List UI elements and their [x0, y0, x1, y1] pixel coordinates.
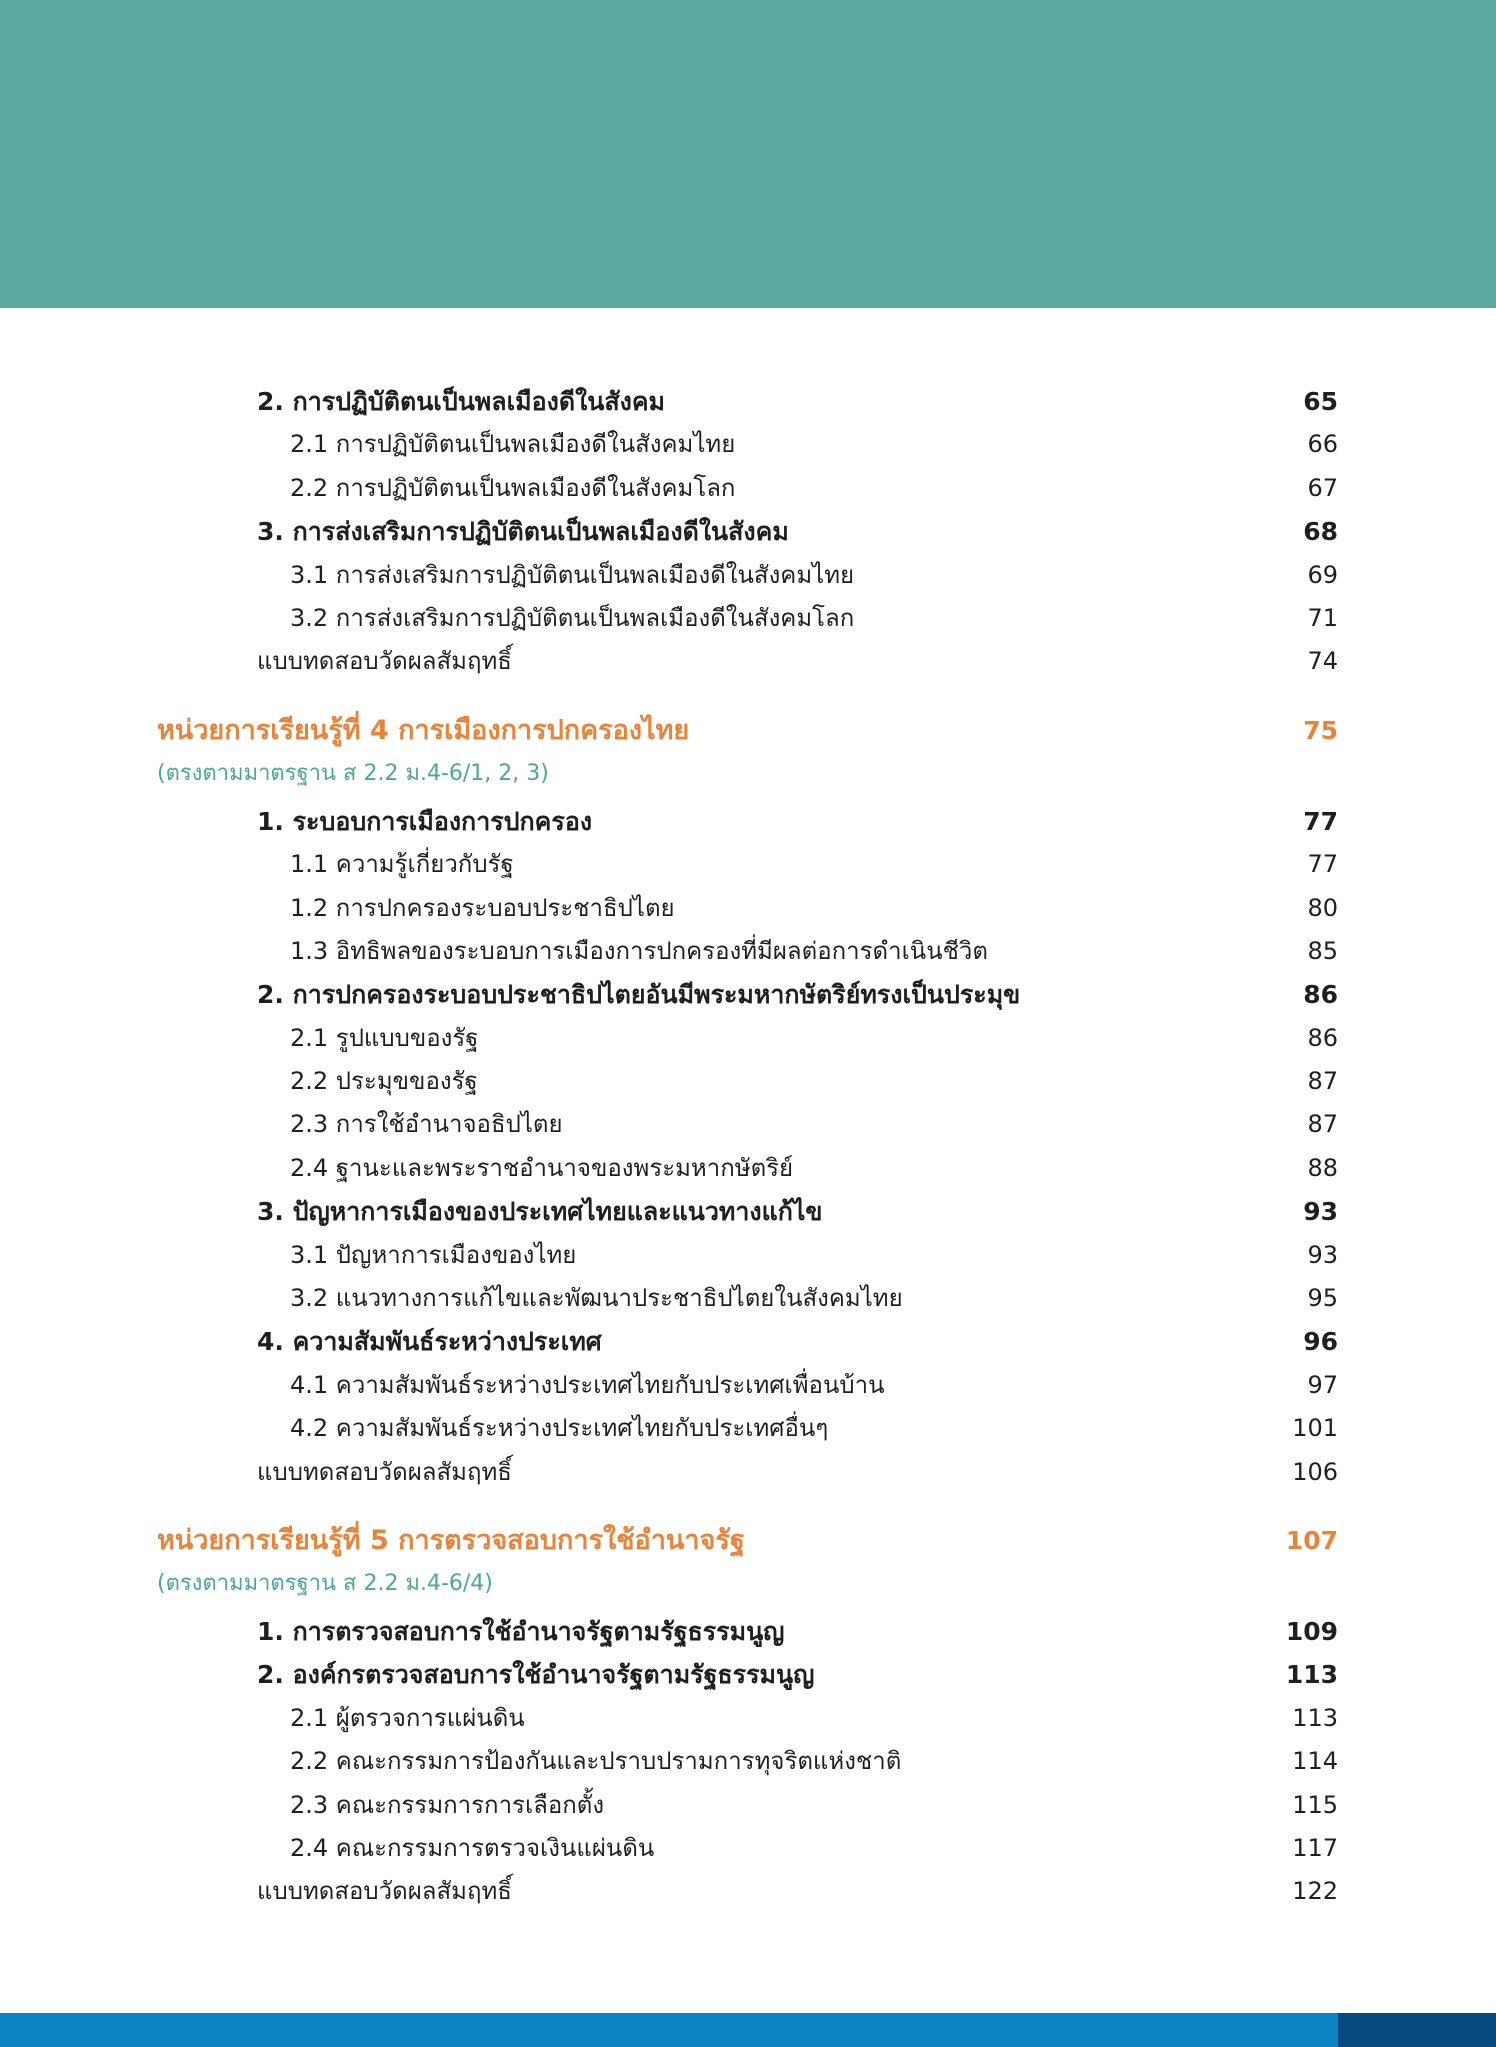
toc-unit-heading[interactable] — [0, 1516, 1496, 1566]
toc-subsection-row[interactable] — [0, 1147, 1496, 1190]
toc-entry-title: 2.2 การปฏิบัติตนเป็นพลเมืองดีในสังคมโลก — [290, 473, 736, 502]
toc-entry-title: 1.2 การปกครองระบอบประชาธิปไตย — [290, 893, 675, 922]
toc-standard-note — [0, 756, 1496, 792]
footer-tab — [1338, 2013, 1496, 2047]
header-band — [0, 0, 1496, 308]
toc-entry-title: 3.1 ปัญหาการเมืองของไทย — [290, 1240, 577, 1269]
toc-entry-page: 68 — [1303, 517, 1338, 547]
toc-entry-page: 95 — [1307, 1284, 1338, 1313]
toc-entry-page: 69 — [1307, 560, 1338, 589]
toc-entry-page: 77 — [1303, 806, 1338, 836]
toc-entry-page: 80 — [1307, 893, 1338, 922]
toc-entry-title: 3.1 การส่งเสริมการปฏิบัติตนเป็นพลเมืองดีในสังคมไทย — [290, 560, 855, 589]
toc-entry-title: แบบทดสอบวัดผลสัมฤทธิ์ — [257, 647, 512, 676]
toc-test-row[interactable] — [0, 1870, 1496, 1913]
toc-entry-title: 3.2 การส่งเสริมการปฏิบัติตนเป็นพลเมืองดีในสังคมโลก — [290, 603, 855, 632]
toc-entry-page: 87 — [1307, 1110, 1338, 1139]
toc-section-row[interactable] — [0, 1610, 1496, 1653]
toc-entry-title: 1. ระบอบการเมืองการปกครอง — [257, 806, 593, 836]
toc-entry-title: 3. ปัญหาการเมืองของประเทศไทยและแนวทางแก้ไข — [257, 1197, 823, 1227]
toc-entry-title: 2.3 คณะกรรมการการเลือกตั้ง — [290, 1790, 605, 1819]
toc-entry-title: 2.2 ประมุขของรัฐ — [290, 1067, 478, 1096]
toc-entry-page: 117 — [1292, 1833, 1338, 1862]
toc-test-row[interactable] — [0, 640, 1496, 683]
toc-entry-title: 2. การปกครองระบอบประชาธิปไตยอันมีพระมหากษัตริย์ทรงเป็นประมุข — [257, 980, 1021, 1010]
toc-subsection-row[interactable] — [0, 1364, 1496, 1407]
toc-entry-title: 2.2 คณะกรรมการป้องกันและปราบปรามการทุจริตแห่งชาติ — [290, 1747, 902, 1776]
toc-entry-title: 2.4 ฐานะและพระราชอำนาจของพระมหากษัตริย์ — [290, 1153, 794, 1182]
toc-entry-title: 2.1 รูปแบบของรัฐ — [290, 1023, 479, 1052]
toc-test-row[interactable] — [0, 1451, 1496, 1494]
toc-entry-page: 77 — [1307, 850, 1338, 879]
standard-text: (ตรงตามมาตรฐาน ส 2.2 ม.4-6/4) — [157, 1570, 493, 1596]
toc-entry-title: แบบทดสอบวัดผลสัมฤทธิ์ — [257, 1877, 512, 1906]
toc-entry-title: 4.2 ความสัมพันธ์ระหว่างประเทศไทยกับประเทศอื่นๆ — [290, 1414, 829, 1443]
toc-entry-page: 87 — [1307, 1067, 1338, 1096]
toc-section-row[interactable] — [0, 800, 1496, 843]
toc-entry-title: 3. การส่งเสริมการปฏิบัติตนเป็นพลเมืองดีในสังคม — [257, 517, 789, 547]
toc-entry-title: 1. การตรวจสอบการใช้อำนาจรัฐตามรัฐธรรมนูญ — [257, 1616, 785, 1646]
toc-entry-page: 113 — [1285, 1660, 1338, 1690]
toc-section-row[interactable] — [0, 510, 1496, 553]
toc-standard-note — [0, 1566, 1496, 1602]
toc-entry-title: 2. การปฏิบัติตนเป็นพลเมืองดีในสังคม — [257, 387, 666, 416]
toc-entry-page: 85 — [1307, 936, 1338, 965]
toc-entry-page: 97 — [1307, 1370, 1338, 1399]
toc-subsection-row[interactable] — [0, 1740, 1496, 1783]
toc-entry-page: 88 — [1307, 1153, 1338, 1182]
footer-band — [0, 2013, 1496, 2047]
toc-section-row[interactable] — [0, 1653, 1496, 1696]
toc-subsection-row[interactable] — [0, 887, 1496, 930]
toc-entry-page: 65 — [1303, 387, 1338, 416]
toc-entry-page: 93 — [1307, 1240, 1338, 1269]
toc-section-row[interactable] — [0, 380, 1496, 423]
toc-section-row[interactable] — [0, 1190, 1496, 1233]
toc-entry-page: 86 — [1307, 1023, 1338, 1052]
toc-subsection-row[interactable] — [0, 1784, 1496, 1827]
toc-entry-title: 2. องค์กรตรวจสอบการใช้อำนาจรัฐตามรัฐธรรมนูญ — [257, 1660, 815, 1690]
toc-subsection-row[interactable] — [0, 467, 1496, 510]
unit-page: 75 — [1303, 715, 1338, 745]
toc-entry-title: แบบทดสอบวัดผลสัมฤทธิ์ — [257, 1457, 512, 1486]
unit-title: หน่วยการเรียนรู้ที่ 4 การเมืองการปกครองไทย — [157, 714, 690, 746]
toc-subsection-row[interactable] — [0, 1103, 1496, 1146]
toc-entry-page: 66 — [1307, 430, 1338, 459]
toc-entry-page: 93 — [1303, 1197, 1338, 1227]
toc-entry-page: 86 — [1303, 980, 1338, 1010]
toc-entry-title: 3.2 แนวทางการแก้ไขและพัฒนาประชาธิปไตยในสังคมไทย — [290, 1284, 903, 1313]
unit-title: หน่วยการเรียนรู้ที่ 5 การตรวจสอบการใช้อำนาจรัฐ — [157, 1524, 745, 1556]
toc-entry-title: 1.3 อิทธิพลของระบอบการเมืองการปกครองที่มีผลต่อการดำเนินชีวิต — [290, 936, 988, 965]
toc-entry-page: 71 — [1307, 603, 1338, 632]
toc-entry-title: 2.1 การปฏิบัติตนเป็นพลเมืองดีในสังคมไทย — [290, 430, 736, 459]
toc-entry-page: 113 — [1292, 1703, 1338, 1732]
toc-entry-title: 4.1 ความสัมพันธ์ระหว่างประเทศไทยกับประเทศเพื่อนบ้าน — [290, 1370, 885, 1399]
toc-unit-heading[interactable] — [0, 706, 1496, 756]
toc-entry-title: 2.3 การใช้อำนาจอธิปไตย — [290, 1110, 563, 1139]
toc-subsection-row[interactable] — [0, 1234, 1496, 1277]
toc-subsection-row[interactable] — [0, 930, 1496, 973]
toc-subsection-row[interactable] — [0, 554, 1496, 597]
toc-subsection-row[interactable] — [0, 597, 1496, 640]
toc-entry-title: 2.1 ผู้ตรวจการแผ่นดิน — [290, 1703, 525, 1732]
toc-entry-page: 96 — [1303, 1327, 1338, 1357]
toc-entry-page: 115 — [1292, 1790, 1338, 1819]
toc-subsection-row[interactable] — [0, 1060, 1496, 1103]
toc-entry-page: 114 — [1292, 1747, 1338, 1776]
toc-section-row[interactable] — [0, 973, 1496, 1016]
table-of-contents — [0, 380, 1496, 1914]
toc-section-row[interactable] — [0, 1320, 1496, 1363]
toc-subsection-row[interactable] — [0, 423, 1496, 466]
toc-entry-page: 74 — [1307, 647, 1338, 676]
toc-entry-page: 122 — [1292, 1877, 1338, 1906]
toc-entry-title: 2.4 คณะกรรมการตรวจเงินแผ่นดิน — [290, 1833, 655, 1862]
toc-entry-page: 67 — [1307, 473, 1338, 502]
toc-entry-page: 109 — [1285, 1616, 1338, 1646]
toc-subsection-row[interactable] — [0, 1697, 1496, 1740]
toc-subsection-row[interactable] — [0, 1407, 1496, 1450]
toc-entry-page: 106 — [1292, 1457, 1338, 1486]
toc-subsection-row[interactable] — [0, 1827, 1496, 1870]
toc-subsection-row[interactable] — [0, 843, 1496, 886]
standard-text: (ตรงตามมาตรฐาน ส 2.2 ม.4-6/1, 2, 3) — [157, 760, 549, 786]
toc-subsection-row[interactable] — [0, 1277, 1496, 1320]
toc-entry-page: 101 — [1292, 1414, 1338, 1443]
toc-subsection-row[interactable] — [0, 1017, 1496, 1060]
toc-entry-title: 1.1 ความรู้เกี่ยวกับรัฐ — [290, 850, 514, 879]
unit-page: 107 — [1285, 1525, 1338, 1555]
toc-entry-title: 4. ความสัมพันธ์ระหว่างประเทศ — [257, 1327, 602, 1357]
